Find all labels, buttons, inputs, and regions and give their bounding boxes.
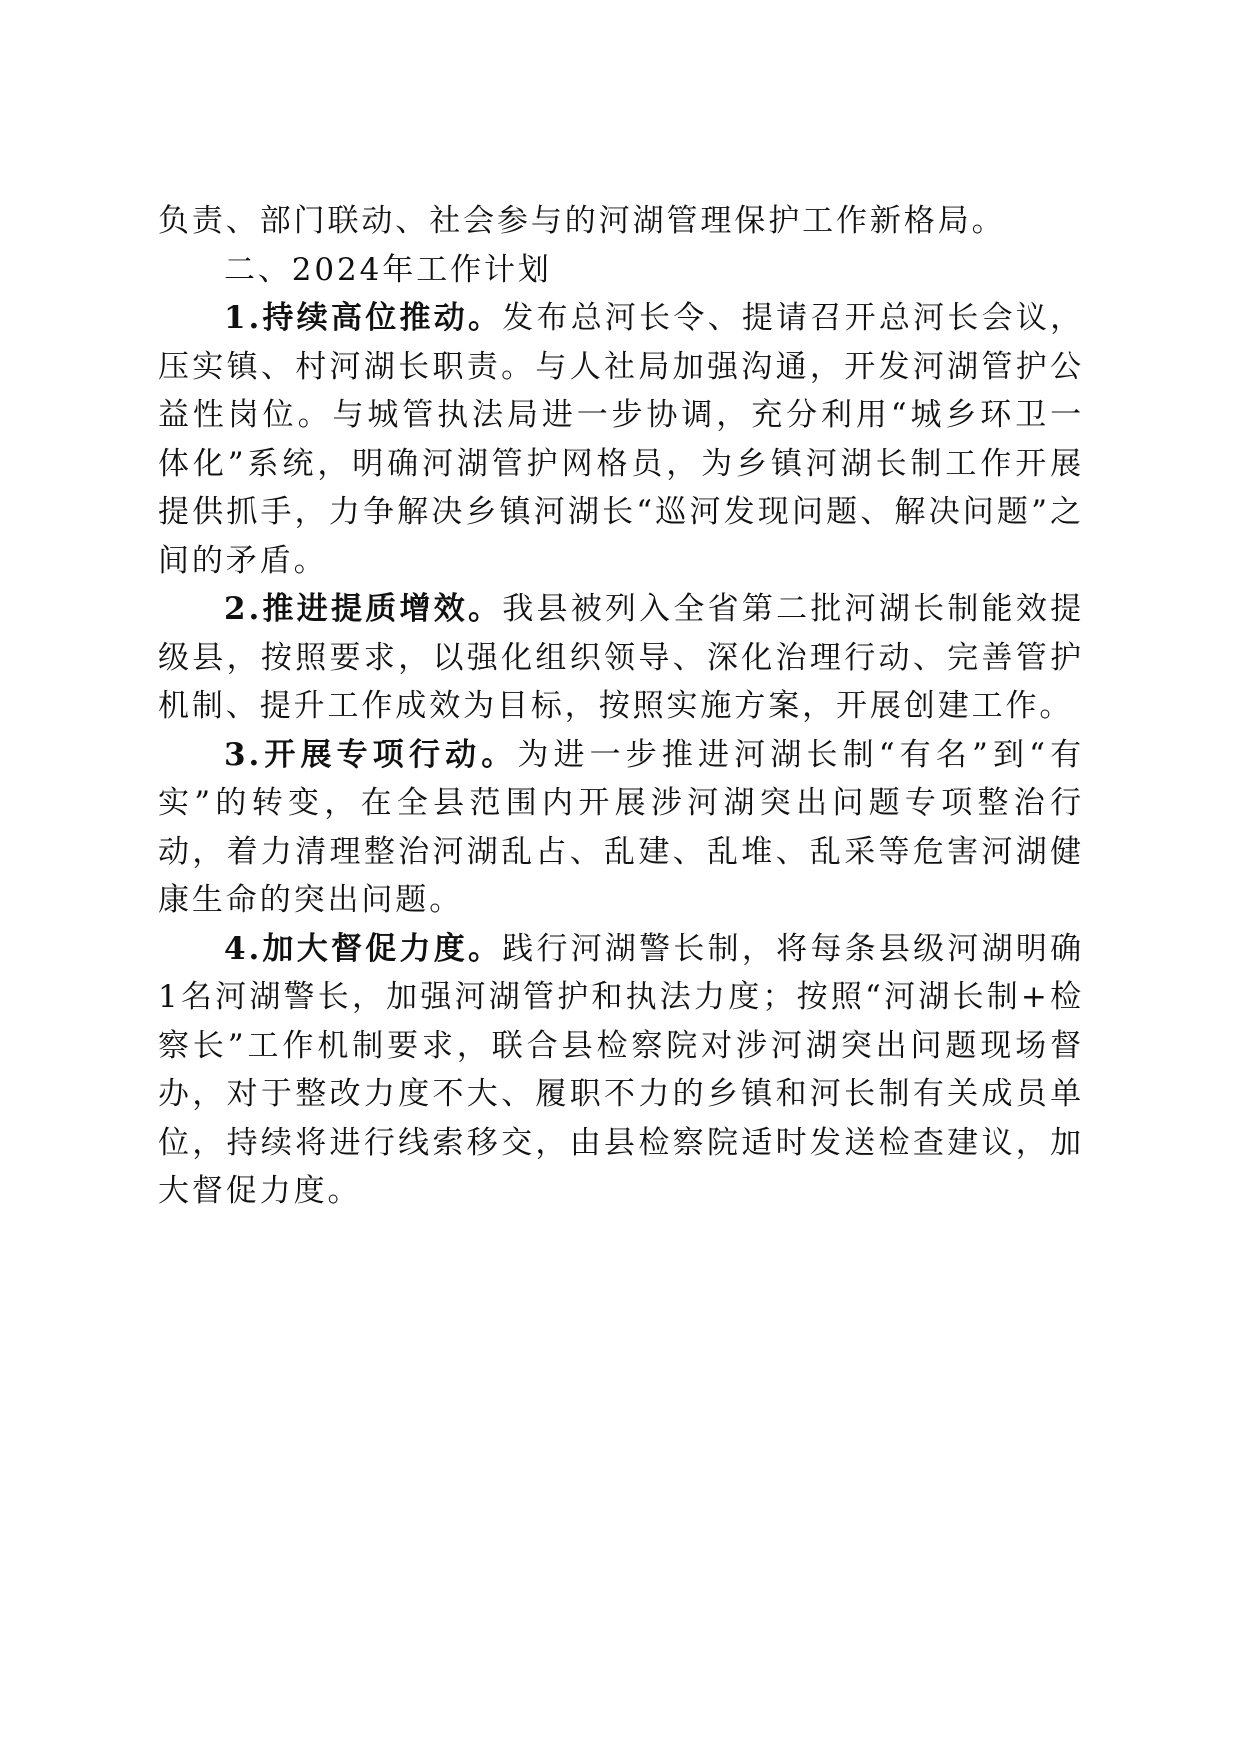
plan-item-3-lead: 3.开展专项行动。 — [224, 736, 518, 773]
plan-item-4-lead: 4.加大督促力度。 — [224, 930, 503, 967]
plan-item-1-lead: 1.持续高位推动。 — [224, 300, 503, 336]
plan-item-3 — [158, 731, 1084, 925]
plan-item-4-body: 践行河湖警长制，将每条县级河湖明确1名河湖警长，加强河湖管护和执法力度；按照“河湖长制+检察长”工作机制要求，联合县检察院对涉河湖突出问题现场督办，对于整改力度不大、履职不力的乡镇和河长制有关成员单位，持续将进行线索移交，由县检察院适时发送检查建议，加大督促力度。 — [158, 930, 1084, 1209]
document-body — [158, 197, 1084, 1216]
plan-item-1 — [158, 294, 1084, 585]
plan-item-4 — [158, 925, 1084, 1216]
section-heading: 二、2024年工作计划 — [224, 251, 552, 288]
plan-item-1-body: 发布总河长令、提请召开总河长会议，压实镇、村河湖长职责。与人社局加强沟通，开发河湖管护公益性岗位。与城管执法局进一步协调，充分利用“城乡环卫一体化”系统，明确河湖管护网格员，为乡镇河湖长制工作开展提供抓手，力争解决乡镇河湖长“巡河发现问题、解决问题”之间的矛盾。 — [158, 300, 1084, 579]
plan-item-2-lead: 2.推进提质增效。 — [224, 591, 503, 627]
plan-item-2-body: 我县被列入全省第二批河湖长制能效提级县，按照要求，以强化组织领导、深化治理行动、完善管护机制、提升工作成效为目标，按照实施方案，开展创建工作。 — [158, 591, 1084, 724]
plan-item-3-body: 为进一步推进河湖长制“有名”到“有实”的转变，在全县范围内开展涉河湖突出问题专项整治行动，着力清理整治河湖乱占、乱建、乱堆、乱采等危害河湖健康生命的突出问题。 — [158, 736, 1084, 918]
plan-item-2 — [158, 585, 1084, 731]
continuation-paragraph: 负责、部门联动、社会参与的河湖管理保护工作新格局。 — [158, 203, 1006, 239]
